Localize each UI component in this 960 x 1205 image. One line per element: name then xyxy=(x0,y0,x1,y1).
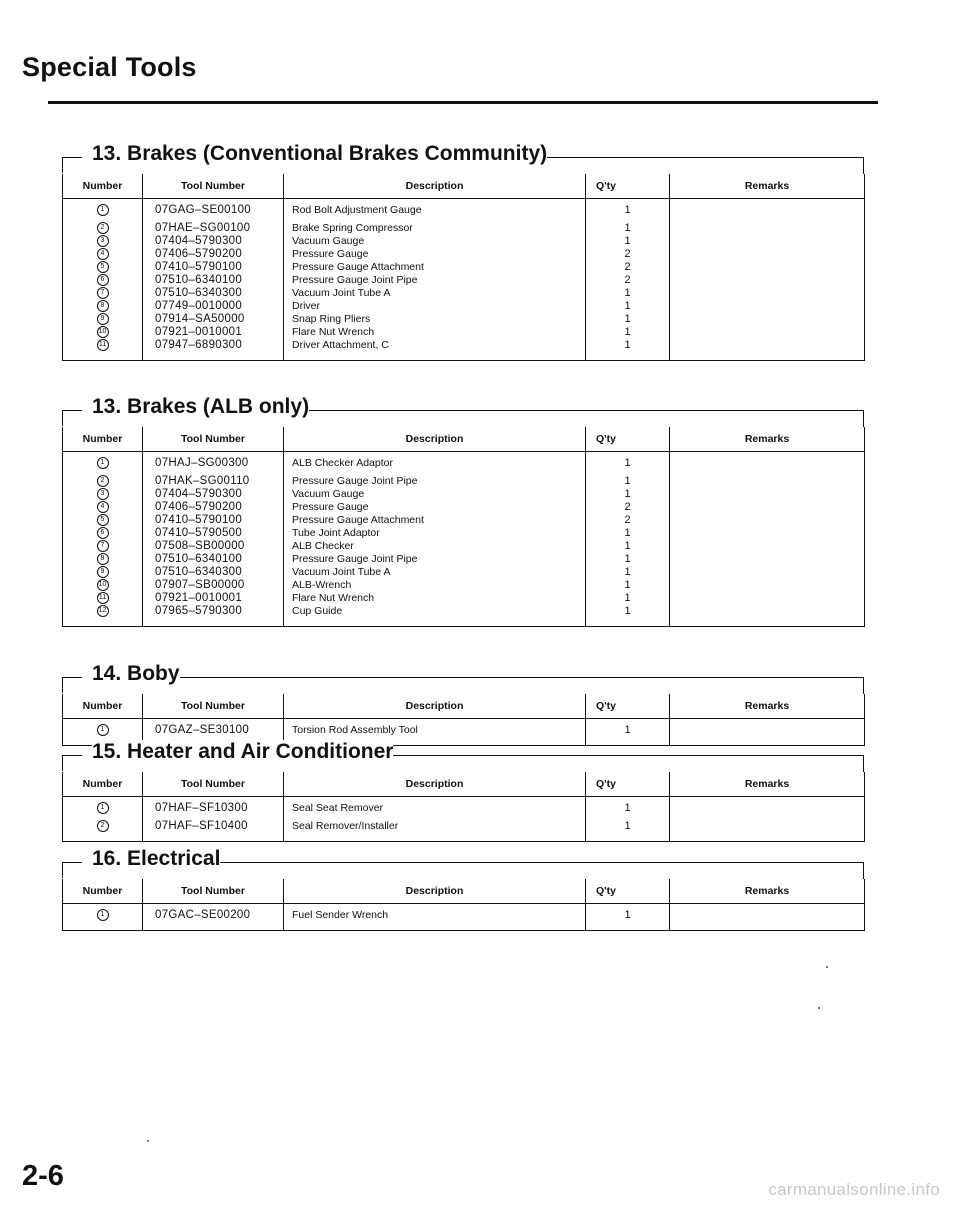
circled-number: 7 xyxy=(97,540,109,552)
description-cell: Snap Ring Pliers xyxy=(284,313,586,326)
circled-number: 5 xyxy=(97,261,109,273)
header-tool-number: Tool Number xyxy=(143,694,284,719)
remarks-cell xyxy=(670,820,865,842)
table-row xyxy=(63,605,865,627)
description-cell: Vacuum Gauge xyxy=(284,235,586,248)
section-header xyxy=(62,845,864,879)
item-number-cell xyxy=(63,475,143,488)
item-number-cell xyxy=(63,904,143,931)
tool-number-cell: 07404–5790300 xyxy=(143,235,284,248)
item-number-cell xyxy=(63,592,143,605)
remarks-cell xyxy=(670,475,865,488)
table-header-row xyxy=(63,174,865,199)
table-row xyxy=(63,579,865,592)
item-number-cell xyxy=(63,452,143,476)
circled-number: 1 xyxy=(97,802,109,814)
qty-cell: 1 xyxy=(586,475,670,488)
item-number-cell xyxy=(63,566,143,579)
tool-number-cell: 07404–5790300 xyxy=(143,488,284,501)
section-title: 16. Electrical xyxy=(92,847,221,870)
tool-number-cell: 07510–6340100 xyxy=(143,274,284,287)
footer-watermark: carmanualsonline.info xyxy=(768,1180,940,1199)
table-row xyxy=(63,797,865,821)
tool-number-cell: 07HAF–SF10300 xyxy=(143,797,284,821)
circled-number: 2 xyxy=(97,820,109,832)
table-row xyxy=(63,339,865,361)
remarks-cell xyxy=(670,540,865,553)
circled-number: 7 xyxy=(97,287,109,299)
description-cell: Flare Nut Wrench xyxy=(284,592,586,605)
circled-number: 3 xyxy=(97,488,109,500)
circled-number: 4 xyxy=(97,248,109,260)
item-number-cell xyxy=(63,339,143,361)
table-row xyxy=(63,222,865,235)
tool-number-cell: 07921–0010001 xyxy=(143,326,284,339)
section-rule-end xyxy=(863,862,864,879)
header-description: Description xyxy=(284,772,586,797)
header-description: Description xyxy=(284,174,586,199)
circled-number: 11 xyxy=(97,339,109,351)
header-qty: Q'ty xyxy=(586,174,670,199)
description-cell: Driver xyxy=(284,300,586,313)
tool-number-cell: 07GAZ–SE30100 xyxy=(143,719,284,746)
description-cell: Tube Joint Adaptor xyxy=(284,527,586,540)
section-title: 13. Brakes (Conventional Brakes Community) xyxy=(92,142,548,165)
qty-cell: 1 xyxy=(586,199,670,223)
description-cell: Pressure Gauge Joint Pipe xyxy=(284,475,586,488)
circled-number: 10 xyxy=(97,579,109,591)
tools-table xyxy=(62,427,865,627)
page-title: Special Tools xyxy=(22,52,197,82)
header-qty: Q'ty xyxy=(586,694,670,719)
header-tool-number: Tool Number xyxy=(143,427,284,452)
description-cell: Fuel Sender Wrench xyxy=(284,904,586,931)
table-row xyxy=(63,235,865,248)
remarks-cell xyxy=(670,488,865,501)
qty-cell: 1 xyxy=(586,527,670,540)
tool-section xyxy=(62,738,864,842)
header-description: Description xyxy=(284,427,586,452)
tool-number-cell: 07749–0010000 xyxy=(143,300,284,313)
qty-cell: 1 xyxy=(586,222,670,235)
table-row xyxy=(63,326,865,339)
item-number-cell xyxy=(63,527,143,540)
remarks-cell xyxy=(670,904,865,931)
qty-cell: 2 xyxy=(586,248,670,261)
scan-speck xyxy=(147,1140,149,1142)
table-row xyxy=(63,592,865,605)
section-title: 14. Boby xyxy=(92,662,180,685)
section-rule-end xyxy=(863,410,864,427)
section-rule xyxy=(92,677,864,678)
tool-number-cell: 07406–5790200 xyxy=(143,501,284,514)
section-header xyxy=(62,140,864,174)
description-cell: Vacuum Gauge xyxy=(284,488,586,501)
description-cell: Pressure Gauge Joint Pipe xyxy=(284,553,586,566)
section-title: 15. Heater and Air Conditioner xyxy=(92,740,394,763)
scan-speck xyxy=(826,966,828,968)
remarks-cell xyxy=(670,527,865,540)
tool-number-cell: 07HAK–SG00110 xyxy=(143,475,284,488)
table-row xyxy=(63,904,865,931)
section-bracket xyxy=(62,862,82,878)
item-number-cell xyxy=(63,514,143,527)
circled-number: 9 xyxy=(97,313,109,325)
header-remarks: Remarks xyxy=(670,427,865,452)
table-row xyxy=(63,300,865,313)
header-number: Number xyxy=(63,879,143,904)
circled-number: 5 xyxy=(97,514,109,526)
header-number: Number xyxy=(63,427,143,452)
table-row xyxy=(63,248,865,261)
circled-number: 1 xyxy=(97,724,109,736)
item-number-cell xyxy=(63,326,143,339)
header-qty: Q'ty xyxy=(586,772,670,797)
section-header xyxy=(62,738,864,772)
table-row xyxy=(63,452,865,476)
tool-number-cell: 07907–SB00000 xyxy=(143,579,284,592)
item-number-cell xyxy=(63,820,143,842)
circled-number: 6 xyxy=(97,274,109,286)
header-tool-number: Tool Number xyxy=(143,772,284,797)
qty-cell: 1 xyxy=(586,719,670,746)
remarks-cell xyxy=(670,514,865,527)
tool-section xyxy=(62,660,864,746)
remarks-cell xyxy=(670,592,865,605)
remarks-cell xyxy=(670,605,865,627)
circled-number: 4 xyxy=(97,501,109,513)
item-number-cell xyxy=(63,222,143,235)
table-row xyxy=(63,501,865,514)
page-number: 2-6 xyxy=(22,1160,64,1192)
qty-cell: 1 xyxy=(586,300,670,313)
item-number-cell xyxy=(63,501,143,514)
header-qty: Q'ty xyxy=(586,427,670,452)
section-bracket xyxy=(62,755,82,771)
description-cell: Pressure Gauge xyxy=(284,248,586,261)
qty-cell: 1 xyxy=(586,566,670,579)
header-remarks: Remarks xyxy=(670,772,865,797)
table-row xyxy=(63,287,865,300)
description-cell: Flare Nut Wrench xyxy=(284,326,586,339)
circled-number: 2 xyxy=(97,475,109,487)
scan-speck xyxy=(818,1007,820,1009)
qty-cell: 1 xyxy=(586,339,670,361)
description-cell: Brake Spring Compressor xyxy=(284,222,586,235)
qty-cell: 1 xyxy=(586,553,670,566)
remarks-cell xyxy=(670,501,865,514)
remarks-cell xyxy=(670,339,865,361)
tool-section xyxy=(62,393,864,627)
description-cell: Driver Attachment, C xyxy=(284,339,586,361)
header-remarks: Remarks xyxy=(670,694,865,719)
description-cell: Pressure Gauge Joint Pipe xyxy=(284,274,586,287)
remarks-cell xyxy=(670,222,865,235)
qty-cell: 1 xyxy=(586,797,670,821)
circled-number: 1 xyxy=(97,909,109,921)
remarks-cell xyxy=(670,313,865,326)
header-remarks: Remarks xyxy=(670,174,865,199)
item-number-cell xyxy=(63,797,143,821)
remarks-cell xyxy=(670,248,865,261)
circled-number: 12 xyxy=(97,605,109,617)
description-cell: ALB-Wrench xyxy=(284,579,586,592)
description-cell: Cup Guide xyxy=(284,605,586,627)
item-number-cell xyxy=(63,605,143,627)
qty-cell: 1 xyxy=(586,313,670,326)
tool-number-cell: 07510–6340100 xyxy=(143,553,284,566)
header-remarks: Remarks xyxy=(670,879,865,904)
section-bracket xyxy=(62,157,82,173)
table-row xyxy=(63,199,865,223)
qty-cell: 1 xyxy=(586,235,670,248)
description-cell: Pressure Gauge Attachment xyxy=(284,514,586,527)
circled-number: 6 xyxy=(97,527,109,539)
item-number-cell xyxy=(63,248,143,261)
qty-cell: 1 xyxy=(586,605,670,627)
tools-table xyxy=(62,879,865,931)
description-cell: ALB Checker xyxy=(284,540,586,553)
item-number-cell xyxy=(63,235,143,248)
table-row xyxy=(63,820,865,842)
qty-cell: 1 xyxy=(586,540,670,553)
tool-number-cell: 07947–6890300 xyxy=(143,339,284,361)
header-number: Number xyxy=(63,694,143,719)
description-cell: Torsion Rod Assembly Tool xyxy=(284,719,586,746)
tool-number-cell: 07510–6340300 xyxy=(143,287,284,300)
item-number-cell xyxy=(63,300,143,313)
description-cell: Vacuum Joint Tube A xyxy=(284,287,586,300)
circled-number: 9 xyxy=(97,566,109,578)
header-description: Description xyxy=(284,879,586,904)
remarks-cell xyxy=(670,797,865,821)
description-cell: Seal Remover/Installer xyxy=(284,820,586,842)
circled-number: 10 xyxy=(97,326,109,338)
tool-number-cell: 07HAF–SF10400 xyxy=(143,820,284,842)
table-row xyxy=(63,313,865,326)
table-header-row xyxy=(63,772,865,797)
circled-number: 11 xyxy=(97,592,109,604)
item-number-cell xyxy=(63,488,143,501)
qty-cell: 2 xyxy=(586,274,670,287)
header-description: Description xyxy=(284,694,586,719)
table-row xyxy=(63,514,865,527)
item-number-cell xyxy=(63,274,143,287)
description-cell: Seal Seat Remover xyxy=(284,797,586,821)
remarks-cell xyxy=(670,452,865,476)
qty-cell: 1 xyxy=(586,579,670,592)
remarks-cell xyxy=(670,553,865,566)
table-row xyxy=(63,475,865,488)
tool-number-cell: 07410–5790500 xyxy=(143,527,284,540)
remarks-cell xyxy=(670,261,865,274)
tool-number-cell: 07965–5790300 xyxy=(143,605,284,627)
item-number-cell xyxy=(63,553,143,566)
header-tool-number: Tool Number xyxy=(143,174,284,199)
qty-cell: 2 xyxy=(586,261,670,274)
section-bracket xyxy=(62,677,82,693)
circled-number: 1 xyxy=(97,457,109,469)
circled-number: 8 xyxy=(97,300,109,312)
section-rule-end xyxy=(863,677,864,694)
tool-number-cell: 07GAG–SE00100 xyxy=(143,199,284,223)
table-header-row xyxy=(63,879,865,904)
remarks-cell xyxy=(670,326,865,339)
circled-number: 1 xyxy=(97,204,109,216)
qty-cell: 1 xyxy=(586,592,670,605)
table-row xyxy=(63,566,865,579)
table-row xyxy=(63,553,865,566)
header-qty: Q'ty xyxy=(586,879,670,904)
remarks-cell xyxy=(670,235,865,248)
table-header-row xyxy=(63,427,865,452)
table-row xyxy=(63,488,865,501)
qty-cell: 1 xyxy=(586,287,670,300)
qty-cell: 1 xyxy=(586,820,670,842)
item-number-cell xyxy=(63,287,143,300)
description-cell: Vacuum Joint Tube A xyxy=(284,566,586,579)
title-rule xyxy=(48,101,878,104)
tool-number-cell: 07921–0010001 xyxy=(143,592,284,605)
table-row xyxy=(63,261,865,274)
table-header-row xyxy=(63,694,865,719)
header-tool-number: Tool Number xyxy=(143,879,284,904)
table-row xyxy=(63,540,865,553)
tool-number-cell: 07GAC–SE00200 xyxy=(143,904,284,931)
header-number: Number xyxy=(63,772,143,797)
section-bracket xyxy=(62,410,82,426)
section-header xyxy=(62,660,864,694)
remarks-cell xyxy=(670,199,865,223)
qty-cell: 1 xyxy=(586,452,670,476)
circled-number: 3 xyxy=(97,235,109,247)
tool-number-cell: 07508–SB00000 xyxy=(143,540,284,553)
description-cell: Rod Bolt Adjustment Gauge xyxy=(284,199,586,223)
tool-number-cell: 07HAE–SG00100 xyxy=(143,222,284,235)
qty-cell: 2 xyxy=(586,501,670,514)
description-cell: ALB Checker Adaptor xyxy=(284,452,586,476)
item-number-cell xyxy=(63,579,143,592)
section-header xyxy=(62,393,864,427)
section-rule-end xyxy=(863,755,864,772)
tools-table xyxy=(62,772,865,842)
item-number-cell xyxy=(63,313,143,326)
tool-number-cell: 07914–SA50000 xyxy=(143,313,284,326)
circled-number: 8 xyxy=(97,553,109,565)
description-cell: Pressure Gauge Attachment xyxy=(284,261,586,274)
tool-number-cell: 07510–6340300 xyxy=(143,566,284,579)
tools-table xyxy=(62,174,865,361)
circled-number: 2 xyxy=(97,222,109,234)
remarks-cell xyxy=(670,300,865,313)
tool-section xyxy=(62,845,864,931)
item-number-cell xyxy=(63,199,143,223)
header-number: Number xyxy=(63,174,143,199)
table-row xyxy=(63,527,865,540)
tool-number-cell: 07HAJ–SG00300 xyxy=(143,452,284,476)
remarks-cell xyxy=(670,566,865,579)
description-cell: Pressure Gauge xyxy=(284,501,586,514)
table-row xyxy=(63,274,865,287)
section-title: 13. Brakes (ALB only) xyxy=(92,395,310,418)
qty-cell: 1 xyxy=(586,904,670,931)
tool-number-cell: 07410–5790100 xyxy=(143,261,284,274)
qty-cell: 2 xyxy=(586,514,670,527)
remarks-cell xyxy=(670,579,865,592)
item-number-cell xyxy=(63,540,143,553)
remarks-cell xyxy=(670,287,865,300)
tool-number-cell: 07406–5790200 xyxy=(143,248,284,261)
tool-number-cell: 07410–5790100 xyxy=(143,514,284,527)
qty-cell: 1 xyxy=(586,488,670,501)
remarks-cell xyxy=(670,274,865,287)
item-number-cell xyxy=(63,261,143,274)
qty-cell: 1 xyxy=(586,326,670,339)
tool-section xyxy=(62,140,864,361)
section-rule-end xyxy=(863,157,864,174)
